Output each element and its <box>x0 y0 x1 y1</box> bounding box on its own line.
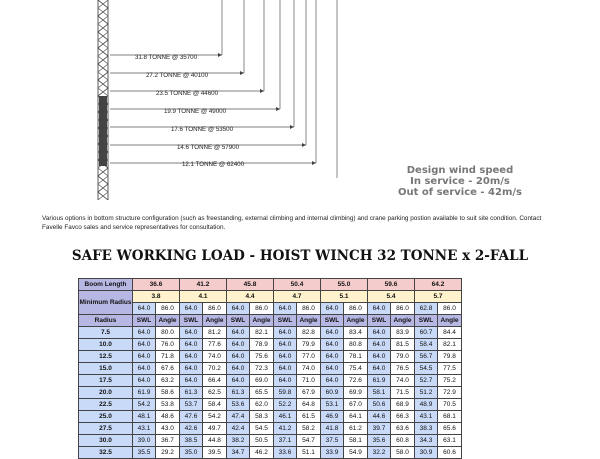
angle-value: 69.0 <box>250 375 274 387</box>
swl-value: 48.9 <box>415 399 438 411</box>
angle-value: 74.0 <box>203 351 227 363</box>
swl-value: 64.0 <box>321 363 344 375</box>
swl-value: 47.4 <box>227 411 250 423</box>
capacity-label: 23.5 TONNE @ 44600 <box>155 90 219 97</box>
swl-value: 37.1 <box>274 435 297 447</box>
swl-value: 60.7 <box>415 327 438 339</box>
angle-value: 63.2 <box>156 375 180 387</box>
minimum-swl-value: 64.0 <box>133 303 156 315</box>
swl-value: 64.0 <box>321 351 344 363</box>
angle-value: 66.3 <box>391 411 415 423</box>
angle-value: 36.7 <box>156 435 180 447</box>
radius-value: 25.0 <box>79 411 133 423</box>
swl-value: 61.9 <box>368 375 391 387</box>
swl-value: 35.6 <box>368 435 391 447</box>
swl-value: 56.7 <box>415 351 438 363</box>
wind-line-1: Design wind speed <box>406 165 514 176</box>
swl-value: 64.0 <box>274 363 297 375</box>
angle-value: 82.8 <box>297 327 321 339</box>
minimum-radius-value: 3.8 <box>133 291 180 303</box>
angle-value: 54.7 <box>297 435 321 447</box>
swl-value: 53.6 <box>227 399 250 411</box>
angle-value: 63.6 <box>391 423 415 435</box>
angle-value: 68.9 <box>391 399 415 411</box>
swl-value: 53.7 <box>180 399 203 411</box>
angle-value: 79.8 <box>438 351 462 363</box>
angle-value: 82.1 <box>438 339 462 351</box>
swl-value: 64.0 <box>180 327 203 339</box>
angle-value: 75.4 <box>344 363 368 375</box>
boom-length-header: Boom Length <box>79 279 133 291</box>
swl-value: 64.0 <box>368 339 391 351</box>
swl-value: 50.6 <box>368 399 391 411</box>
tower-mast <box>98 0 108 200</box>
minimum-angle-value: 86.0 <box>250 303 274 315</box>
swl-header: SWL <box>133 315 156 327</box>
table-row <box>79 327 462 339</box>
angle-value: 29.2 <box>156 447 180 459</box>
minimum-radius-header: Minimum Radius <box>79 291 133 315</box>
swl-value: 64.0 <box>180 363 203 375</box>
angle-value: 78.9 <box>250 339 274 351</box>
swl-value: 52.2 <box>274 399 297 411</box>
boom-length-value: 41.2 <box>180 279 227 291</box>
radius-value: 20.0 <box>79 387 133 399</box>
swl-value: 64.0 <box>133 339 156 351</box>
capacity-label: 17.6 TONNE @ 53500 <box>170 126 234 133</box>
angle-value: 70.2 <box>203 363 227 375</box>
angle-value: 76.0 <box>156 339 180 351</box>
angle-value: 71.0 <box>297 375 321 387</box>
angle-value: 51.1 <box>297 447 321 459</box>
radius-value: 12.5 <box>79 351 133 363</box>
boom-length-value: 64.2 <box>415 279 462 291</box>
angle-value: 49.7 <box>203 423 227 435</box>
swl-value: 43.1 <box>415 411 438 423</box>
angle-value: 80.0 <box>156 327 180 339</box>
swl-value: 64.0 <box>133 327 156 339</box>
angle-value: 54.9 <box>344 447 368 459</box>
angle-value: 68.1 <box>438 411 462 423</box>
angle-value: 74.0 <box>297 363 321 375</box>
swl-value: 30.9 <box>415 447 438 459</box>
swl-value: 64.0 <box>227 375 250 387</box>
swl-value: 61.3 <box>227 387 250 399</box>
angle-value: 72.6 <box>344 375 368 387</box>
angle-value: 67.6 <box>156 363 180 375</box>
angle-value: 82.1 <box>250 327 274 339</box>
angle-header: Angle <box>344 315 368 327</box>
angle-value: 81.2 <box>203 327 227 339</box>
angle-value: 70.5 <box>438 399 462 411</box>
swl-value: 34.3 <box>415 435 438 447</box>
capacity-label: 27.2 TONNE @ 40100 <box>145 72 209 79</box>
swl-value: 58.1 <box>368 387 391 399</box>
angle-value: 61.2 <box>344 423 368 435</box>
table-row <box>79 375 462 387</box>
angle-value: 67.9 <box>297 387 321 399</box>
angle-value: 79.0 <box>391 351 415 363</box>
swl-value: 42.4 <box>227 423 250 435</box>
angle-value: 75.2 <box>438 375 462 387</box>
angle-value: 65.6 <box>438 423 462 435</box>
angle-value: 76.5 <box>391 363 415 375</box>
minimum-swl-row <box>79 303 462 315</box>
table-row <box>79 387 462 399</box>
angle-value: 62.5 <box>203 387 227 399</box>
swl-value: 64.0 <box>227 327 250 339</box>
swl-value: 48.1 <box>133 411 156 423</box>
capacity-label: 12.1 TONNE @ 62400 <box>181 161 245 168</box>
table-row <box>79 447 462 459</box>
swl-value: 33.9 <box>321 447 344 459</box>
swl-value: 44.6 <box>368 411 391 423</box>
swl-value: 64.0 <box>180 375 203 387</box>
radius-value: 32.5 <box>79 447 133 459</box>
swl-value: 64.0 <box>368 351 391 363</box>
swl-value: 35.5 <box>133 447 156 459</box>
angle-value: 84.4 <box>438 327 462 339</box>
minimum-swl-value: 64.0 <box>227 303 250 315</box>
swl-value: 34.7 <box>227 447 250 459</box>
table-row <box>79 411 462 423</box>
angle-header: Angle <box>438 315 462 327</box>
swl-header: SWL <box>274 315 297 327</box>
radius-value: 15.0 <box>79 363 133 375</box>
column-header-row <box>79 315 462 327</box>
radius-value: 17.5 <box>79 375 133 387</box>
minimum-angle-value: 86.0 <box>203 303 227 315</box>
angle-value: 80.8 <box>344 339 368 351</box>
radius-header: Radius <box>79 315 133 327</box>
table-row <box>79 351 462 363</box>
angle-value: 53.8 <box>156 399 180 411</box>
angle-value: 71.8 <box>156 351 180 363</box>
radius-value: 22.5 <box>79 399 133 411</box>
capacity-label: 14.6 TONNE @ 57900 <box>176 144 240 151</box>
swl-value: 64.0 <box>368 363 391 375</box>
angle-value: 43.0 <box>156 423 180 435</box>
angle-value: 58.2 <box>297 423 321 435</box>
swl-value: 32.2 <box>368 447 391 459</box>
minimum-swl-value: 62.8 <box>415 303 438 315</box>
angle-header: Angle <box>250 315 274 327</box>
table-row <box>79 363 462 375</box>
swl-value: 61.9 <box>133 387 156 399</box>
minimum-radius-value: 4.7 <box>274 291 321 303</box>
minimum-swl-value: 64.0 <box>274 303 297 315</box>
swl-value: 64.0 <box>321 327 344 339</box>
angle-value: 58.6 <box>156 387 180 399</box>
swl-value: 64.0 <box>180 351 203 363</box>
angle-value: 54.5 <box>250 423 274 435</box>
minimum-angle-value: 86.0 <box>344 303 368 315</box>
angle-value: 72.3 <box>250 363 274 375</box>
minimum-swl-value: 64.0 <box>321 303 344 315</box>
angle-value: 54.2 <box>203 411 227 423</box>
boom-length-value: 50.4 <box>274 279 321 291</box>
swl-value: 46.1 <box>274 411 297 423</box>
swl-header: SWL <box>415 315 438 327</box>
swl-value: 58.4 <box>415 339 438 351</box>
angle-value: 50.5 <box>250 435 274 447</box>
swl-value: 52.7 <box>415 375 438 387</box>
angle-value: 65.5 <box>250 387 274 399</box>
angle-header: Angle <box>297 315 321 327</box>
capacity-label: 31.8 TONNE @ 35700 <box>134 54 198 61</box>
angle-value: 44.8 <box>203 435 227 447</box>
swl-value: 64.0 <box>133 363 156 375</box>
swl-value: 39.7 <box>368 423 391 435</box>
swl-value: 41.2 <box>274 423 297 435</box>
swl-value: 41.8 <box>321 423 344 435</box>
swl-value: 64.0 <box>321 375 344 387</box>
radius-value: 10.0 <box>79 339 133 351</box>
table-title: SAFE WORKING LOAD - HOIST WINCH 32 TONNE x 2-FALL <box>71 248 529 264</box>
angle-header: Angle <box>391 315 415 327</box>
angle-value: 39.5 <box>203 447 227 459</box>
swl-header: SWL <box>227 315 250 327</box>
angle-value: 60.6 <box>438 447 462 459</box>
table-row <box>79 423 462 435</box>
minimum-swl-value: 64.0 <box>180 303 203 315</box>
angle-value: 79.9 <box>297 339 321 351</box>
swl-value: 53.1 <box>321 399 344 411</box>
swl-value: 60.9 <box>321 387 344 399</box>
minimum-angle-value: 86.0 <box>391 303 415 315</box>
swl-value: 59.8 <box>274 387 297 399</box>
swl-value: 54.5 <box>415 363 438 375</box>
swl-value: 38.2 <box>227 435 250 447</box>
swl-value: 43.1 <box>133 423 156 435</box>
angle-value: 72.9 <box>438 387 462 399</box>
swl-header: SWL <box>180 315 203 327</box>
angle-value: 67.0 <box>344 399 368 411</box>
angle-header: Angle <box>156 315 180 327</box>
angle-value: 71.5 <box>391 387 415 399</box>
swl-value: 64.0 <box>180 339 203 351</box>
swl-value: 47.6 <box>180 411 203 423</box>
wind-line-3: Out of service - 42m/s <box>398 187 522 198</box>
angle-value: 63.1 <box>438 435 462 447</box>
angle-value: 46.2 <box>250 447 274 459</box>
angle-value: 77.6 <box>203 339 227 351</box>
radius-value: 30.0 <box>79 435 133 447</box>
boom-length-row <box>79 279 462 291</box>
swl-value: 64.0 <box>227 363 250 375</box>
configuration-note: Various options in bottom structure configuration (such as freestanding, external climbing and internal climbing) and crane parking postion available to suit site condition. Contact Favelle Favco sales and service representatives for consultation. <box>42 215 542 231</box>
boom-length-value: 36.6 <box>133 279 180 291</box>
minimum-angle-value: 86.0 <box>438 303 462 315</box>
boom-length-value: 59.6 <box>368 279 415 291</box>
swl-value: 64.0 <box>274 375 297 387</box>
radius-value: 7.5 <box>79 327 133 339</box>
swl-value: 35.0 <box>180 447 203 459</box>
swl-value: 64.0 <box>133 351 156 363</box>
minimum-angle-value: 86.0 <box>156 303 180 315</box>
radius-value: 27.5 <box>79 423 133 435</box>
swl-value: 64.0 <box>321 339 344 351</box>
safe-working-load-table <box>78 278 462 459</box>
swl-value: 64.0 <box>274 351 297 363</box>
swl-value: 39.0 <box>133 435 156 447</box>
swl-value: 64.0 <box>368 327 391 339</box>
minimum-radius-value: 4.4 <box>227 291 274 303</box>
angle-value: 83.9 <box>391 327 415 339</box>
swl-value: 51.2 <box>415 387 438 399</box>
angle-header: Angle <box>203 315 227 327</box>
angle-value: 58.4 <box>203 399 227 411</box>
minimum-radius-row <box>79 291 462 303</box>
swl-value: 54.2 <box>133 399 156 411</box>
swl-value: 64.0 <box>133 375 156 387</box>
angle-value: 58.0 <box>391 447 415 459</box>
boom-length-value: 55.0 <box>321 279 368 291</box>
hook-lines <box>222 0 337 178</box>
angle-value: 58.3 <box>250 411 274 423</box>
table-row <box>79 435 462 447</box>
wind-line-2: In service - 20m/s <box>410 176 510 187</box>
minimum-radius-value: 4.1 <box>180 291 227 303</box>
angle-value: 48.6 <box>156 411 180 423</box>
swl-value: 38.3 <box>415 423 438 435</box>
swl-value: 33.6 <box>274 447 297 459</box>
swl-value: 38.5 <box>180 435 203 447</box>
angle-value: 64.8 <box>297 399 321 411</box>
angle-value: 83.4 <box>344 327 368 339</box>
swl-value: 46.9 <box>321 411 344 423</box>
angle-value: 69.9 <box>344 387 368 399</box>
table-row <box>79 399 462 411</box>
minimum-radius-value: 5.4 <box>368 291 415 303</box>
angle-value: 58.1 <box>344 435 368 447</box>
design-wind-speed-note <box>385 165 535 198</box>
swl-value: 64.0 <box>274 327 297 339</box>
angle-value: 77.5 <box>438 363 462 375</box>
angle-value: 77.0 <box>297 351 321 363</box>
angle-value: 74.0 <box>391 375 415 387</box>
angle-value: 66.4 <box>203 375 227 387</box>
angle-value: 78.1 <box>344 351 368 363</box>
swl-header: SWL <box>368 315 391 327</box>
minimum-angle-value: 86.0 <box>297 303 321 315</box>
swl-header: SWL <box>321 315 344 327</box>
angle-value: 61.5 <box>297 411 321 423</box>
angle-value: 81.5 <box>391 339 415 351</box>
swl-value: 37.5 <box>321 435 344 447</box>
angle-value: 75.6 <box>250 351 274 363</box>
angle-value: 62.0 <box>250 399 274 411</box>
swl-value: 61.3 <box>180 387 203 399</box>
angle-value: 64.1 <box>344 411 368 423</box>
swl-value: 42.6 <box>180 423 203 435</box>
minimum-swl-value: 64.0 <box>368 303 391 315</box>
swl-value: 64.0 <box>227 339 250 351</box>
swl-value: 64.0 <box>227 351 250 363</box>
angle-value: 60.8 <box>391 435 415 447</box>
swl-value: 64.0 <box>274 339 297 351</box>
minimum-radius-value: 5.7 <box>415 291 462 303</box>
boom-length-value: 45.8 <box>227 279 274 291</box>
capacity-label: 19.9 TONNE @ 49000 <box>163 108 227 115</box>
minimum-radius-value: 5.1 <box>321 291 368 303</box>
table-row <box>79 339 462 351</box>
